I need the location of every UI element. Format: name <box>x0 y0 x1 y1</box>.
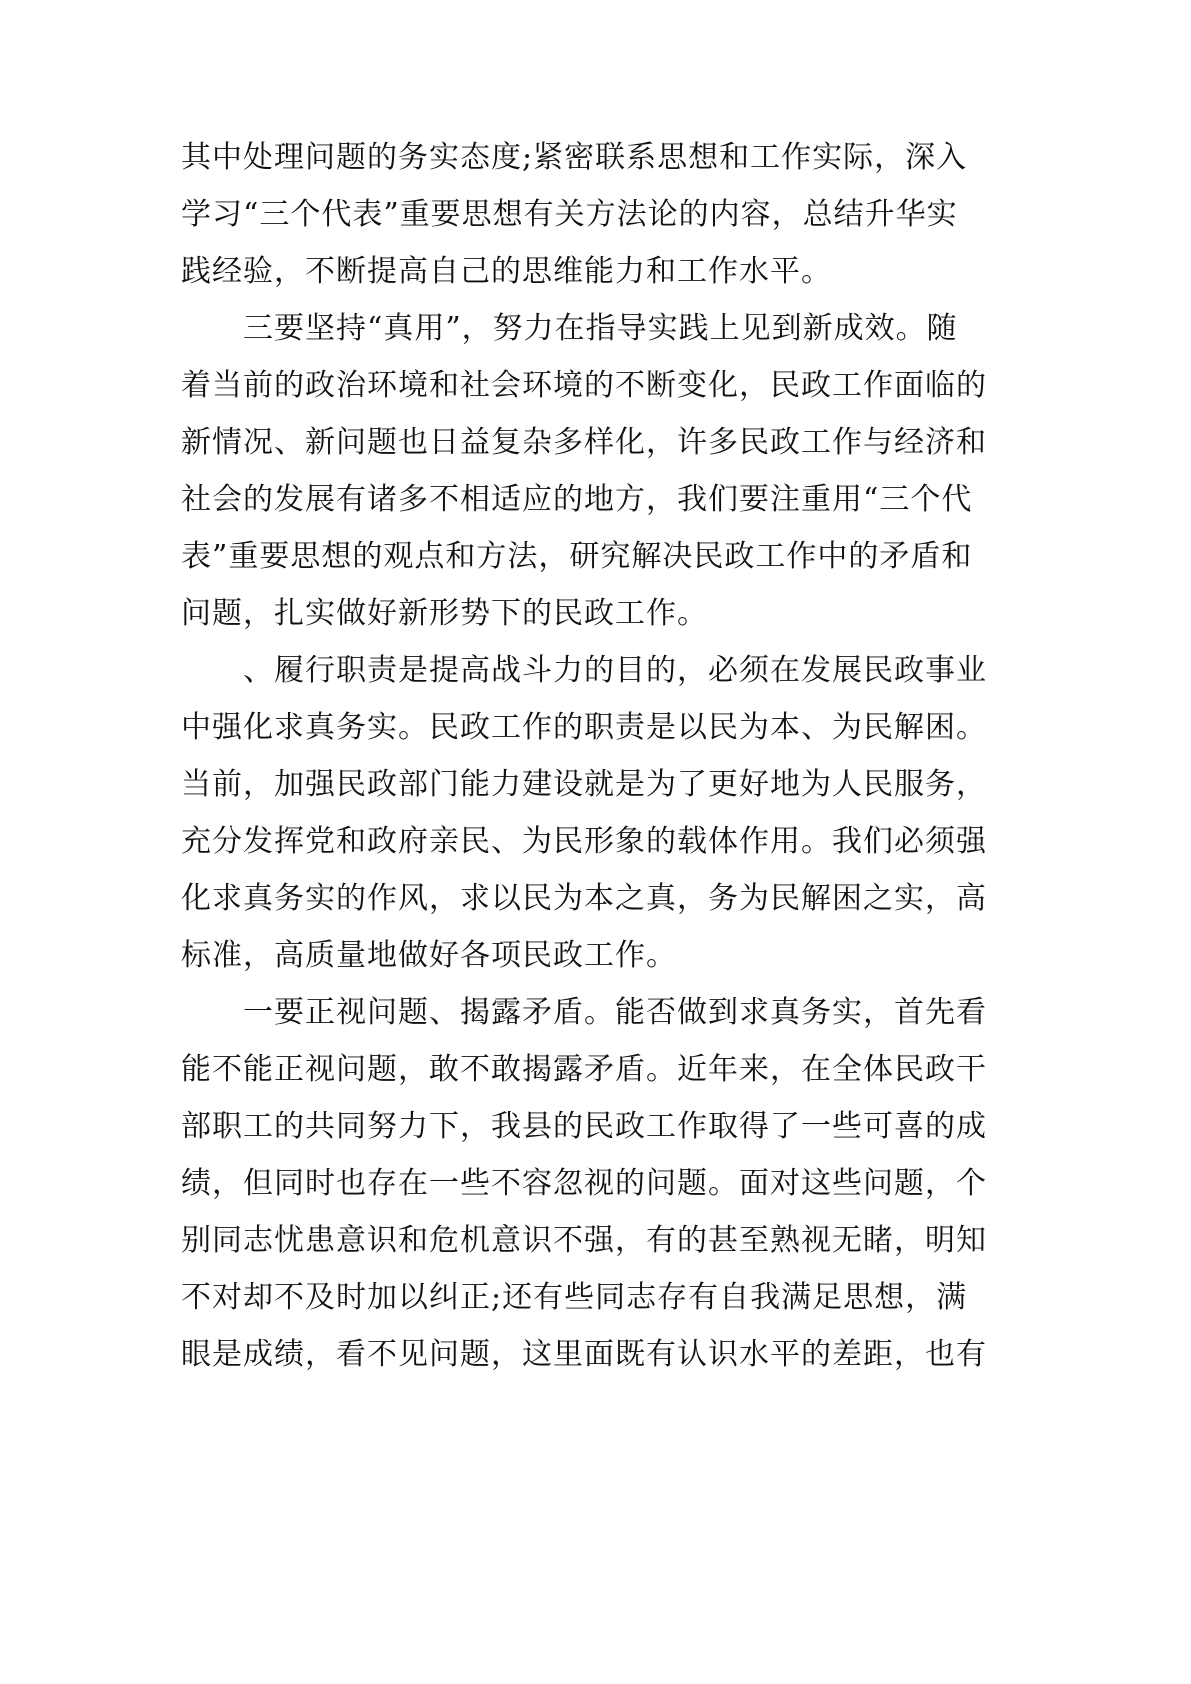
text-line: 学习“三个代表”重要思想有关方法论的内容，总结升华实 <box>181 197 958 232</box>
text-line: 标准，高质量地做好各项民政工作。 <box>181 938 677 973</box>
text-line: 中强化求真务实。民政工作的职责是以民为本、为民解困。 <box>181 710 987 745</box>
text-line: 践经验，不断提高自己的思维能力和工作水平。 <box>181 254 832 289</box>
text-line: 绩，但同时也存在一些不容忽视的问题。面对这些问题，个 <box>181 1166 987 1201</box>
text-line: 社会的发展有诸多不相适应的地方，我们要注重用“三个代 <box>181 482 973 517</box>
text-line: 充分发挥党和政府亲民、为民形象的载体作用。我们必须强 <box>181 824 987 859</box>
text-line: 眼是成绩，看不见问题，这里面既有认识水平的差距，也有 <box>181 1337 987 1372</box>
text-line: 部职工的共同努力下，我县的民政工作取得了一些可喜的成 <box>181 1109 987 1144</box>
paragraph-first-line: 一要正视问题、揭露矛盾。能否做到求真务实，首先看 <box>243 995 987 1030</box>
paragraph-first-line: 、履行职责是提高战斗力的目的，必须在发展民政事业 <box>243 653 987 688</box>
text-line: 当前，加强民政部门能力建设就是为了更好地为人民服务， <box>181 767 987 802</box>
text-line: 着当前的政治环境和社会环境的不断变化，民政工作面临的 <box>181 368 987 403</box>
text-line: 新情况、新问题也日益复杂多样化，许多民政工作与经济和 <box>181 425 987 460</box>
text-line: 不对却不及时加以纠正;还有些同志存有自我满足思想，满 <box>181 1280 968 1315</box>
text-line: 其中处理问题的务实态度;紧密联系思想和工作实际，深入 <box>181 140 968 175</box>
text-line: 别同志忧患意识和危机意识不强，有的甚至熟视无睹，明知 <box>181 1223 987 1258</box>
text-line: 问题，扎实做好新形势下的民政工作。 <box>181 596 708 631</box>
paragraph-first-line: 三要坚持“真用”，努力在指导实践上见到新成效。随 <box>243 311 958 346</box>
text-line: 表”重要思想的观点和方法，研究解决民政工作中的矛盾和 <box>181 539 973 574</box>
text-line: 能不能正视问题，敢不敢揭露矛盾。近年来，在全体民政干 <box>181 1052 987 1087</box>
text-line: 化求真务实的作风，求以民为本之真，务为民解困之实，高 <box>181 881 987 916</box>
